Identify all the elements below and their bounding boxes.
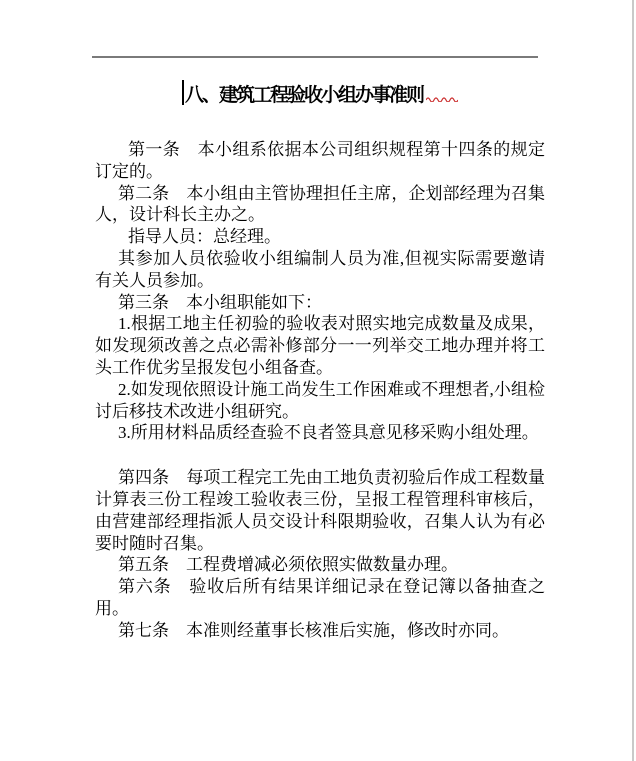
document-title[interactable]: 八、建筑工程验收小组办事准则 xyxy=(184,85,423,106)
paragraph-article-1: 第一条 本小组系依据本公司组织规程第十四条的规定订定的。 xyxy=(95,140,545,181)
header-separator-line xyxy=(92,56,538,58)
blank-line xyxy=(95,444,545,467)
paragraph-article-3: 第三条 本小组职能如下： xyxy=(118,292,322,312)
paragraph-advisors: 指导人员：总经理。 xyxy=(128,227,281,247)
paragraph-article-4: 第四条 每项工程完工先由工地负责初验后作成工程数量计算表三份工程竣工验收表三份，呈报工程管理科审核后，由营建部经理指派人员交设计科限期验收，召集人认为有必要时随时召集。 xyxy=(95,468,545,553)
page-right-border xyxy=(632,0,634,761)
paragraph-item-1: 1.根据工地主任初验的验收表对照实地完成数量及成果，如发现须改善之点必需补修部分一一列举交工地办理并将工头工作优劣呈报发包小组备查。 xyxy=(95,314,545,377)
text-cursor-caret xyxy=(182,80,184,105)
paragraph-item-3: 3.所用材料品质经查验不良者签具意见移采购小组处理。 xyxy=(118,423,539,443)
paragraph-article-5: 第五条 工程费增减必须依照实做数量办理。 xyxy=(118,555,458,575)
paragraph-members: 其参加人员依验收小组编制人员为准,但视实际需要邀请有关人员参加。 xyxy=(95,248,545,290)
paragraph-article-7: 第七条 本准则经董事长核准后实施，修改时亦同。 xyxy=(118,620,509,640)
document-title-row xyxy=(95,80,545,107)
paragraph-item-2: 2.如发现依照设计施工尚发生工作困难或不理想者,小组检讨后移技术改进小组研究。 xyxy=(95,379,545,421)
spellcheck-squiggle-icon xyxy=(426,95,458,102)
document-text-area[interactable] xyxy=(95,139,545,642)
paragraph-article-2: 第二条 本小组由主管协理担任主席，企划部经理为召集人，设计科长主办之。 xyxy=(95,183,545,225)
paragraph-article-6: 第六条 验收后所有结果详细记录在登记簿以备抽查之用。 xyxy=(95,577,545,618)
